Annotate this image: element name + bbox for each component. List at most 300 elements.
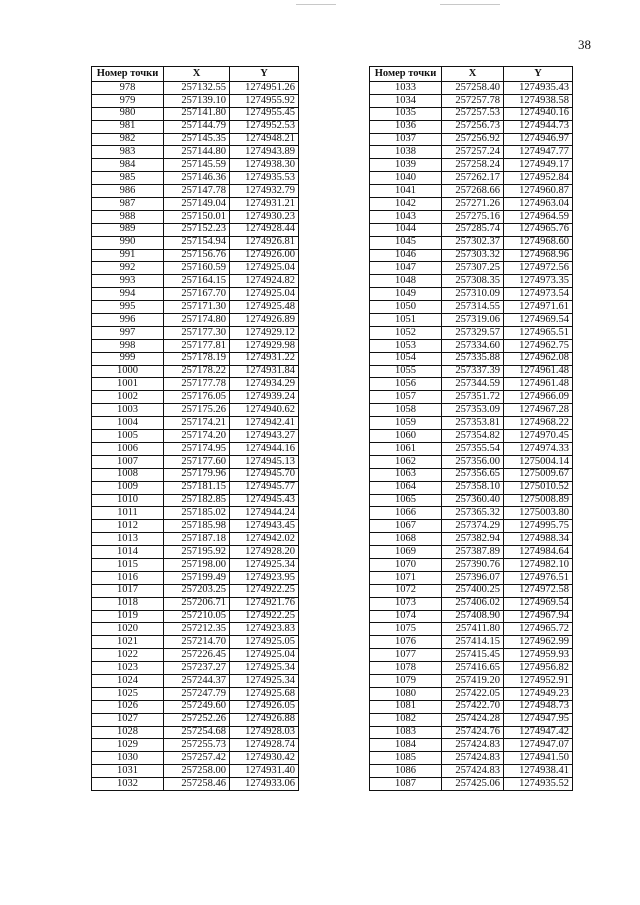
cell-point-number: 1002 bbox=[92, 391, 164, 404]
table-row bbox=[370, 352, 573, 365]
table-row bbox=[370, 778, 573, 791]
cell-point-number: 988 bbox=[92, 210, 164, 223]
cell-y: 1274952.84 bbox=[504, 172, 573, 185]
cell-x: 257237.27 bbox=[164, 662, 230, 675]
cell-y: 1274948.21 bbox=[230, 133, 299, 146]
cell-point-number: 981 bbox=[92, 120, 164, 133]
column-header-x: X bbox=[164, 67, 230, 82]
table-row bbox=[92, 623, 299, 636]
cell-y: 1274952.53 bbox=[230, 120, 299, 133]
cell-x: 257258.40 bbox=[442, 82, 504, 95]
cell-y: 1274961.48 bbox=[504, 365, 573, 378]
cell-point-number: 1053 bbox=[370, 339, 442, 352]
table-row bbox=[92, 636, 299, 649]
cell-x: 257156.76 bbox=[164, 249, 230, 262]
cell-x: 257337.39 bbox=[442, 365, 504, 378]
cell-y: 1274959.93 bbox=[504, 649, 573, 662]
cell-y: 1274928.74 bbox=[230, 739, 299, 752]
coordinates-table-right bbox=[369, 66, 573, 791]
cell-y: 1274948.73 bbox=[504, 700, 573, 713]
cell-point-number: 997 bbox=[92, 326, 164, 339]
cell-x: 257258.46 bbox=[164, 778, 230, 791]
table-row bbox=[370, 391, 573, 404]
cell-y: 1274943.89 bbox=[230, 146, 299, 159]
cell-point-number: 986 bbox=[92, 185, 164, 198]
cell-y: 1274932.79 bbox=[230, 185, 299, 198]
cell-y: 1274945.43 bbox=[230, 494, 299, 507]
cell-point-number: 1068 bbox=[370, 533, 442, 546]
cell-point-number: 1004 bbox=[92, 417, 164, 430]
cell-x: 257177.30 bbox=[164, 326, 230, 339]
cell-y: 1274934.29 bbox=[230, 378, 299, 391]
cell-x: 257425.06 bbox=[442, 778, 504, 791]
cell-x: 257177.78 bbox=[164, 378, 230, 391]
cell-x: 257252.26 bbox=[164, 713, 230, 726]
cell-x: 257257.53 bbox=[442, 107, 504, 120]
cell-y: 1274925.05 bbox=[230, 636, 299, 649]
cell-x: 257329.57 bbox=[442, 326, 504, 339]
cell-x: 257416.65 bbox=[442, 662, 504, 675]
table-row bbox=[370, 198, 573, 211]
table-row bbox=[92, 301, 299, 314]
cell-x: 257176.05 bbox=[164, 391, 230, 404]
column-header-point-number: Номер точки bbox=[370, 67, 442, 82]
cell-y: 1274925.04 bbox=[230, 288, 299, 301]
cell-point-number: 1057 bbox=[370, 391, 442, 404]
cell-point-number: 1052 bbox=[370, 326, 442, 339]
table-row bbox=[370, 494, 573, 507]
cell-x: 257145.59 bbox=[164, 159, 230, 172]
cell-x: 257149.04 bbox=[164, 198, 230, 211]
cell-y: 1274923.83 bbox=[230, 623, 299, 636]
cell-x: 257302.37 bbox=[442, 236, 504, 249]
cell-x: 257212.35 bbox=[164, 623, 230, 636]
table-row bbox=[92, 275, 299, 288]
cell-x: 257353.09 bbox=[442, 404, 504, 417]
cell-y: 1274960.87 bbox=[504, 185, 573, 198]
cell-y: 1274952.91 bbox=[504, 674, 573, 687]
cell-y: 1274924.82 bbox=[230, 275, 299, 288]
table-row bbox=[370, 726, 573, 739]
cell-point-number: 994 bbox=[92, 288, 164, 301]
cell-x: 257360.40 bbox=[442, 494, 504, 507]
cell-point-number: 1018 bbox=[92, 597, 164, 610]
cell-y: 1275009.67 bbox=[504, 468, 573, 481]
cell-point-number: 1067 bbox=[370, 520, 442, 533]
cell-x: 257206.71 bbox=[164, 597, 230, 610]
cell-y: 1274966.09 bbox=[504, 391, 573, 404]
cell-y: 1274943.45 bbox=[230, 520, 299, 533]
cell-point-number: 1079 bbox=[370, 674, 442, 687]
table-row bbox=[370, 765, 573, 778]
table-row bbox=[370, 223, 573, 236]
cell-y: 1274925.68 bbox=[230, 687, 299, 700]
scan-artifact bbox=[440, 4, 500, 5]
cell-point-number: 1036 bbox=[370, 120, 442, 133]
table-row bbox=[370, 649, 573, 662]
cell-y: 1274956.82 bbox=[504, 662, 573, 675]
cell-x: 257141.80 bbox=[164, 107, 230, 120]
column-header-point-number: Номер точки bbox=[92, 67, 164, 82]
cell-x: 257152.23 bbox=[164, 223, 230, 236]
cell-point-number: 1013 bbox=[92, 533, 164, 546]
cell-x: 257424.28 bbox=[442, 713, 504, 726]
cell-x: 257145.35 bbox=[164, 133, 230, 146]
cell-point-number: 1022 bbox=[92, 649, 164, 662]
cell-y: 1274922.25 bbox=[230, 584, 299, 597]
cell-point-number: 1081 bbox=[370, 700, 442, 713]
cell-y: 1274925.34 bbox=[230, 558, 299, 571]
cell-x: 257171.30 bbox=[164, 301, 230, 314]
cell-y: 1274931.84 bbox=[230, 365, 299, 378]
cell-point-number: 1054 bbox=[370, 352, 442, 365]
cell-y: 1274929.12 bbox=[230, 326, 299, 339]
cell-y: 1274955.92 bbox=[230, 94, 299, 107]
cell-x: 257271.26 bbox=[442, 198, 504, 211]
cell-y: 1274947.42 bbox=[504, 726, 573, 739]
table-row bbox=[92, 185, 299, 198]
table-row bbox=[92, 507, 299, 520]
cell-point-number: 1011 bbox=[92, 507, 164, 520]
table-row bbox=[92, 455, 299, 468]
cell-x: 257275.16 bbox=[442, 210, 504, 223]
cell-y: 1274971.61 bbox=[504, 301, 573, 314]
cell-point-number: 1028 bbox=[92, 726, 164, 739]
cell-x: 257406.02 bbox=[442, 597, 504, 610]
table-row bbox=[370, 249, 573, 262]
cell-x: 257424.76 bbox=[442, 726, 504, 739]
cell-y: 1274931.21 bbox=[230, 198, 299, 211]
table-row bbox=[92, 430, 299, 443]
table-row bbox=[370, 752, 573, 765]
cell-y: 1274935.53 bbox=[230, 172, 299, 185]
table-row bbox=[370, 520, 573, 533]
cell-y: 1274925.04 bbox=[230, 649, 299, 662]
table-row bbox=[92, 223, 299, 236]
column-header-y: Y bbox=[230, 67, 299, 82]
cell-point-number: 1040 bbox=[370, 172, 442, 185]
cell-point-number: 1058 bbox=[370, 404, 442, 417]
cell-x: 257414.15 bbox=[442, 636, 504, 649]
cell-y: 1274988.34 bbox=[504, 533, 573, 546]
table-row bbox=[92, 404, 299, 417]
cell-x: 257307.25 bbox=[442, 262, 504, 275]
table-row bbox=[370, 597, 573, 610]
cell-point-number: 1020 bbox=[92, 623, 164, 636]
table-row bbox=[92, 417, 299, 430]
cell-point-number: 1048 bbox=[370, 275, 442, 288]
cell-y: 1274967.94 bbox=[504, 610, 573, 623]
table-row bbox=[370, 623, 573, 636]
cell-x: 257355.54 bbox=[442, 442, 504, 455]
cell-y: 1274931.40 bbox=[230, 765, 299, 778]
table-row bbox=[370, 700, 573, 713]
column-header-x: X bbox=[442, 67, 504, 82]
cell-x: 257387.89 bbox=[442, 546, 504, 559]
cell-x: 257187.18 bbox=[164, 533, 230, 546]
cell-y: 1274926.88 bbox=[230, 713, 299, 726]
cell-y: 1274973.35 bbox=[504, 275, 573, 288]
table-row bbox=[92, 159, 299, 172]
cell-point-number: 996 bbox=[92, 314, 164, 327]
cell-y: 1275004.14 bbox=[504, 455, 573, 468]
table-row bbox=[370, 94, 573, 107]
cell-y: 1274961.48 bbox=[504, 378, 573, 391]
table-row bbox=[92, 546, 299, 559]
cell-point-number: 1024 bbox=[92, 674, 164, 687]
table-row bbox=[370, 236, 573, 249]
cell-x: 257358.10 bbox=[442, 481, 504, 494]
cell-point-number: 1010 bbox=[92, 494, 164, 507]
cell-y: 1274926.05 bbox=[230, 700, 299, 713]
table-row bbox=[92, 249, 299, 262]
cell-x: 257132.55 bbox=[164, 82, 230, 95]
table-row bbox=[370, 507, 573, 520]
table-row bbox=[92, 236, 299, 249]
table-row bbox=[92, 726, 299, 739]
cell-point-number: 1029 bbox=[92, 739, 164, 752]
cell-point-number: 980 bbox=[92, 107, 164, 120]
table-row bbox=[92, 649, 299, 662]
cell-x: 257147.78 bbox=[164, 185, 230, 198]
cell-y: 1274939.24 bbox=[230, 391, 299, 404]
cell-x: 257422.70 bbox=[442, 700, 504, 713]
cell-x: 257390.76 bbox=[442, 558, 504, 571]
cell-x: 257177.60 bbox=[164, 455, 230, 468]
table-row bbox=[92, 262, 299, 275]
table-row bbox=[92, 687, 299, 700]
cell-point-number: 1056 bbox=[370, 378, 442, 391]
cell-y: 1275008.89 bbox=[504, 494, 573, 507]
cell-point-number: 1073 bbox=[370, 597, 442, 610]
cell-x: 257256.73 bbox=[442, 120, 504, 133]
cell-point-number: 1070 bbox=[370, 558, 442, 571]
cell-y: 1274941.50 bbox=[504, 752, 573, 765]
cell-y: 1274929.98 bbox=[230, 339, 299, 352]
cell-point-number: 1035 bbox=[370, 107, 442, 120]
cell-y: 1274965.72 bbox=[504, 623, 573, 636]
table-row bbox=[370, 339, 573, 352]
cell-y: 1274995.75 bbox=[504, 520, 573, 533]
cell-point-number: 1037 bbox=[370, 133, 442, 146]
table-row bbox=[92, 172, 299, 185]
table-row bbox=[92, 442, 299, 455]
cell-y: 1274949.17 bbox=[504, 159, 573, 172]
table-row bbox=[92, 94, 299, 107]
table-row bbox=[92, 481, 299, 494]
table-row bbox=[92, 365, 299, 378]
cell-point-number: 992 bbox=[92, 262, 164, 275]
cell-point-number: 1019 bbox=[92, 610, 164, 623]
table-row bbox=[370, 584, 573, 597]
cell-point-number: 983 bbox=[92, 146, 164, 159]
cell-x: 257249.60 bbox=[164, 700, 230, 713]
table-row bbox=[370, 546, 573, 559]
table-row bbox=[370, 326, 573, 339]
cell-x: 257181.15 bbox=[164, 481, 230, 494]
cell-y: 1274925.34 bbox=[230, 662, 299, 675]
cell-y: 1274974.33 bbox=[504, 442, 573, 455]
cell-y: 1274968.96 bbox=[504, 249, 573, 262]
table-row bbox=[92, 210, 299, 223]
cell-point-number: 985 bbox=[92, 172, 164, 185]
cell-x: 257356.65 bbox=[442, 468, 504, 481]
table-row bbox=[370, 107, 573, 120]
cell-point-number: 1016 bbox=[92, 571, 164, 584]
cell-point-number: 1012 bbox=[92, 520, 164, 533]
cell-x: 257319.06 bbox=[442, 314, 504, 327]
table-row bbox=[370, 185, 573, 198]
table-row bbox=[92, 520, 299, 533]
cell-x: 257185.98 bbox=[164, 520, 230, 533]
table-row bbox=[92, 584, 299, 597]
cell-y: 1274938.41 bbox=[504, 765, 573, 778]
table-row bbox=[370, 713, 573, 726]
page-number: 38 bbox=[578, 37, 591, 52]
table-row bbox=[92, 314, 299, 327]
cell-point-number: 1050 bbox=[370, 301, 442, 314]
cell-y: 1274965.51 bbox=[504, 326, 573, 339]
table-row bbox=[370, 558, 573, 571]
cell-x: 257356.00 bbox=[442, 455, 504, 468]
cell-y: 1274926.89 bbox=[230, 314, 299, 327]
cell-x: 257262.17 bbox=[442, 172, 504, 185]
table-header-row bbox=[92, 67, 299, 82]
table-row bbox=[370, 365, 573, 378]
cell-x: 257334.60 bbox=[442, 339, 504, 352]
cell-x: 257344.59 bbox=[442, 378, 504, 391]
cell-x: 257174.20 bbox=[164, 430, 230, 443]
table-row bbox=[370, 120, 573, 133]
cell-y: 1274945.77 bbox=[230, 481, 299, 494]
table-row bbox=[370, 417, 573, 430]
cell-point-number: 1047 bbox=[370, 262, 442, 275]
cell-x: 257255.73 bbox=[164, 739, 230, 752]
cell-x: 257185.02 bbox=[164, 507, 230, 520]
cell-point-number: 979 bbox=[92, 94, 164, 107]
cell-y: 1274925.04 bbox=[230, 262, 299, 275]
cell-point-number: 1066 bbox=[370, 507, 442, 520]
cell-x: 257424.83 bbox=[442, 739, 504, 752]
cell-point-number: 1080 bbox=[370, 687, 442, 700]
cell-x: 257139.10 bbox=[164, 94, 230, 107]
cell-point-number: 995 bbox=[92, 301, 164, 314]
cell-y: 1274940.16 bbox=[504, 107, 573, 120]
cell-y: 1274968.60 bbox=[504, 236, 573, 249]
cell-point-number: 1083 bbox=[370, 726, 442, 739]
cell-x: 257314.55 bbox=[442, 301, 504, 314]
table-header-row bbox=[370, 67, 573, 82]
cell-y: 1274968.22 bbox=[504, 417, 573, 430]
cell-point-number: 1003 bbox=[92, 404, 164, 417]
cell-x: 257146.36 bbox=[164, 172, 230, 185]
cell-x: 257408.90 bbox=[442, 610, 504, 623]
cell-y: 1274944.73 bbox=[504, 120, 573, 133]
cell-y: 1274928.03 bbox=[230, 726, 299, 739]
table-row bbox=[370, 636, 573, 649]
table-row bbox=[92, 146, 299, 159]
cell-y: 1274970.45 bbox=[504, 430, 573, 443]
column-header-y: Y bbox=[504, 67, 573, 82]
table-row bbox=[92, 533, 299, 546]
cell-point-number: 1043 bbox=[370, 210, 442, 223]
table-row bbox=[370, 262, 573, 275]
cell-y: 1274947.77 bbox=[504, 146, 573, 159]
cell-y: 1274962.99 bbox=[504, 636, 573, 649]
cell-point-number: 1006 bbox=[92, 442, 164, 455]
cell-y: 1274935.43 bbox=[504, 82, 573, 95]
cell-x: 257195.92 bbox=[164, 546, 230, 559]
cell-x: 257396.07 bbox=[442, 571, 504, 584]
cell-point-number: 1027 bbox=[92, 713, 164, 726]
cell-x: 257257.24 bbox=[442, 146, 504, 159]
cell-point-number: 1023 bbox=[92, 662, 164, 675]
cell-y: 1275003.80 bbox=[504, 507, 573, 520]
cell-x: 257178.22 bbox=[164, 365, 230, 378]
table-row bbox=[92, 288, 299, 301]
cell-x: 257303.32 bbox=[442, 249, 504, 262]
cell-x: 257244.37 bbox=[164, 674, 230, 687]
cell-point-number: 1074 bbox=[370, 610, 442, 623]
cell-point-number: 984 bbox=[92, 159, 164, 172]
cell-y: 1274946.97 bbox=[504, 133, 573, 146]
cell-x: 257175.26 bbox=[164, 404, 230, 417]
cell-x: 257351.72 bbox=[442, 391, 504, 404]
table-row bbox=[92, 198, 299, 211]
cell-point-number: 1044 bbox=[370, 223, 442, 236]
cell-x: 257257.78 bbox=[442, 94, 504, 107]
cell-y: 1274967.28 bbox=[504, 404, 573, 417]
cell-y: 1274933.06 bbox=[230, 778, 299, 791]
table-row bbox=[92, 765, 299, 778]
table-row bbox=[92, 700, 299, 713]
cell-y: 1274964.59 bbox=[504, 210, 573, 223]
cell-y: 1274928.20 bbox=[230, 546, 299, 559]
cell-x: 257424.83 bbox=[442, 752, 504, 765]
cell-x: 257144.79 bbox=[164, 120, 230, 133]
cell-point-number: 1078 bbox=[370, 662, 442, 675]
cell-x: 257415.45 bbox=[442, 649, 504, 662]
cell-x: 257160.59 bbox=[164, 262, 230, 275]
cell-point-number: 993 bbox=[92, 275, 164, 288]
table-row bbox=[370, 133, 573, 146]
cell-point-number: 1049 bbox=[370, 288, 442, 301]
table-row bbox=[370, 172, 573, 185]
cell-point-number: 1077 bbox=[370, 649, 442, 662]
cell-point-number: 990 bbox=[92, 236, 164, 249]
cell-x: 257308.35 bbox=[442, 275, 504, 288]
cell-y: 1274949.23 bbox=[504, 687, 573, 700]
cell-point-number: 1009 bbox=[92, 481, 164, 494]
cell-point-number: 1045 bbox=[370, 236, 442, 249]
table-row bbox=[370, 314, 573, 327]
cell-point-number: 1030 bbox=[92, 752, 164, 765]
cell-point-number: 1084 bbox=[370, 739, 442, 752]
cell-x: 257174.95 bbox=[164, 442, 230, 455]
cell-point-number: 1014 bbox=[92, 546, 164, 559]
cell-y: 1274951.26 bbox=[230, 82, 299, 95]
cell-x: 257424.83 bbox=[442, 765, 504, 778]
table-row bbox=[92, 494, 299, 507]
table-row bbox=[92, 339, 299, 352]
cell-y: 1274923.95 bbox=[230, 571, 299, 584]
table-row bbox=[92, 713, 299, 726]
cell-x: 257167.70 bbox=[164, 288, 230, 301]
cell-point-number: 1060 bbox=[370, 430, 442, 443]
cell-x: 257419.20 bbox=[442, 674, 504, 687]
coordinates-table-left bbox=[91, 66, 299, 791]
cell-point-number: 1033 bbox=[370, 82, 442, 95]
